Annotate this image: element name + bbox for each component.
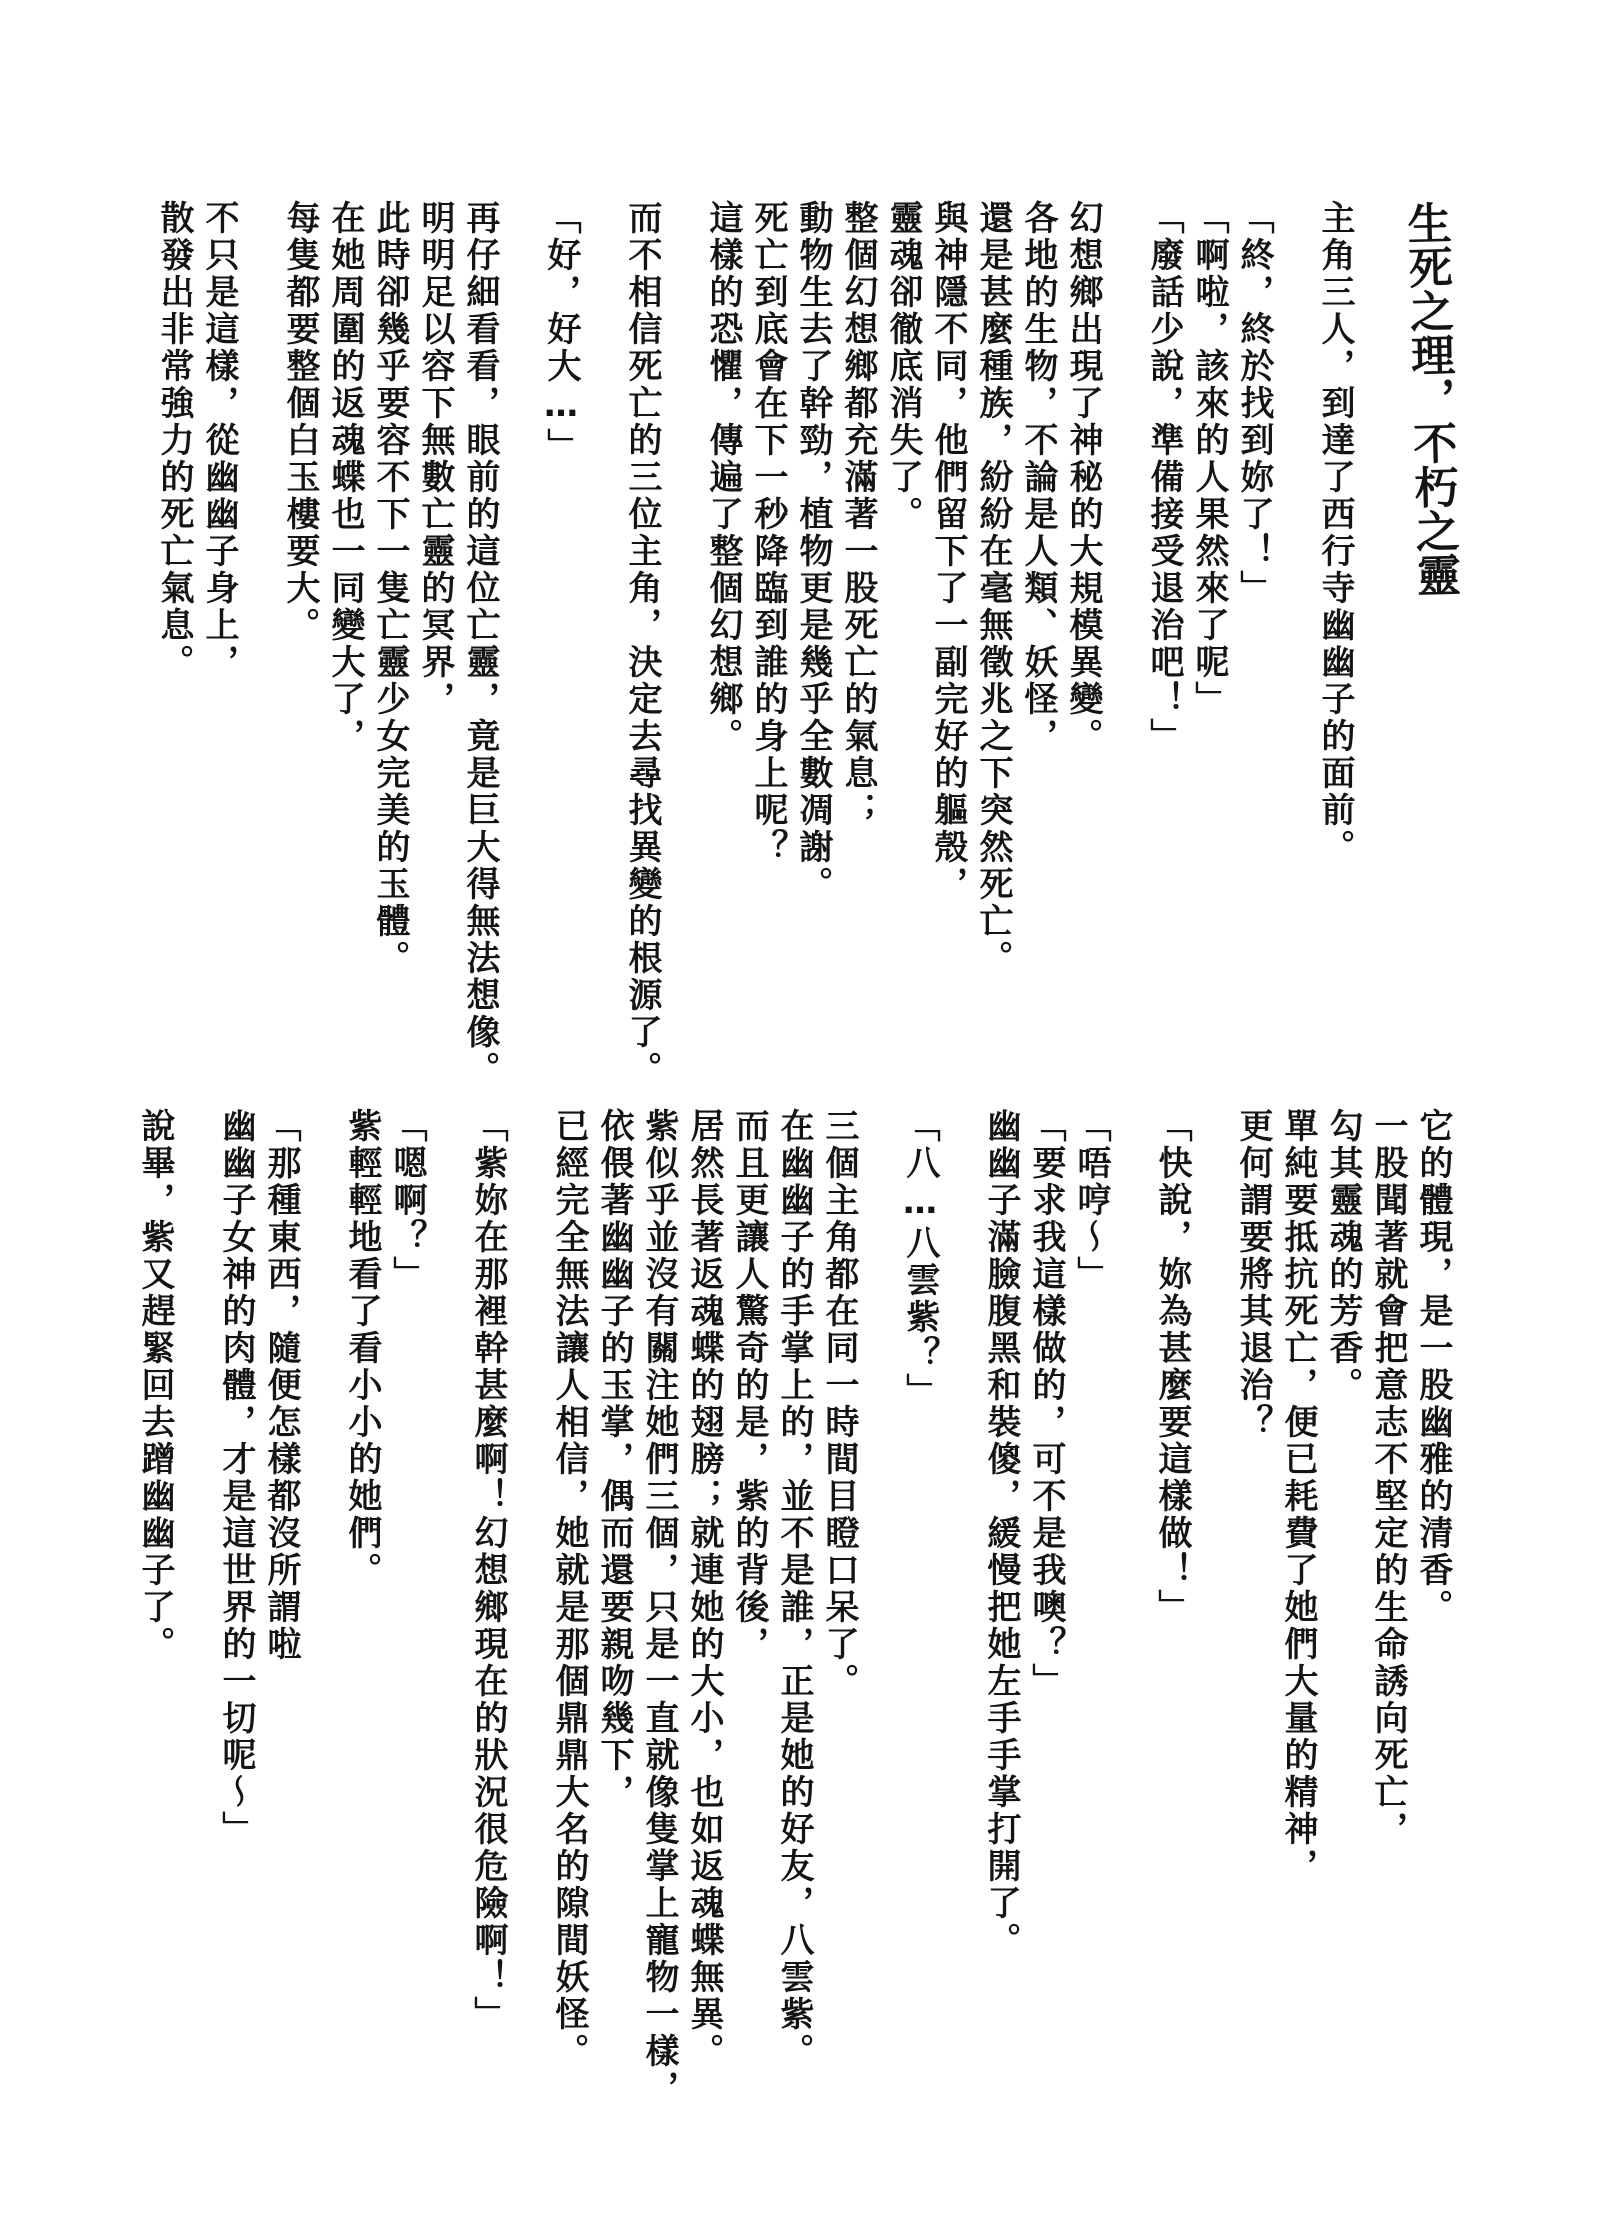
- body-paragraph: [132, 1108, 177, 2208]
- text-column-line: 「那種東西，隨便怎樣都沒所謂啦: [261, 1108, 301, 1663]
- text-column-line: 靈魂卻徹底消失了。: [883, 200, 923, 533]
- text-column-line: 在她周圍的返魂蝶也一同變大了，: [325, 200, 365, 755]
- dialogue-paragraph: [1141, 200, 1276, 1180]
- text-column-line: 再仔細看看，眼前的這位亡靈，竟是巨大得無法想像。: [460, 200, 500, 1088]
- dialogue-paragraph: [213, 1108, 303, 2208]
- bottom-text-section: [132, 1108, 1455, 2208]
- text-column-line: 還是甚麼種族，紛紛在毫無徵兆之下突然死亡。: [973, 200, 1013, 977]
- text-column-line: 死亡到底會在下一秒降臨到誰的身上呢？: [748, 200, 788, 866]
- body-paragraph: [151, 200, 241, 1180]
- text-column-line: 「快說，妳為甚麼要這樣做！」: [1152, 1108, 1192, 1626]
- text-column-line: 幻想鄉出現了神秘的大規模異變。: [1063, 200, 1103, 755]
- body-paragraph: [619, 200, 664, 1180]
- dialogue-paragraph: [897, 1108, 942, 2208]
- text-column-line: 「終，終於找到妳了！」: [1234, 200, 1274, 607]
- text-column-line: 紫似乎並沒有關注她們三個，只是一直就像隻掌上寵物一樣，: [639, 1108, 679, 2107]
- text-column-line: 不只是這樣，從幽幽子身上，: [199, 200, 239, 681]
- dialogue-paragraph: [465, 1108, 510, 2208]
- text-column-line: 「唔哼～」: [1071, 1108, 1111, 1293]
- text-column-line: 勾其靈魂的芳香。: [1323, 1108, 1363, 1404]
- body-paragraph: [277, 200, 502, 1180]
- text-column-line: 「嗯啊？」: [387, 1108, 427, 1293]
- text-column-line: 整個幻想鄉都充滿著一股死亡的氣息；: [838, 200, 878, 829]
- text-column-line: 而且更讓人驚奇的是，紫的背後，: [729, 1108, 769, 1663]
- text-column-line: 幽幽子女神的肉體，才是這世界的一切呢～」: [216, 1108, 256, 1848]
- text-column-line: 三個主角都在同一時間目瞪口呆了。: [819, 1108, 859, 1700]
- title-paragraph: [1393, 200, 1461, 1180]
- text-column-line: 明明足以容下無數亡靈的冥界，: [415, 200, 455, 718]
- text-column-line: 它的體現，是一股幽雅的清香。: [1413, 1108, 1453, 1626]
- text-column-line: 主角三人，到達了西行寺幽幽子的面前。: [1315, 200, 1355, 866]
- body-paragraph: [546, 1108, 861, 2208]
- text-column-line: 「好，好大…」: [541, 200, 581, 465]
- page-title: 生死之理，不朽之靈: [1399, 200, 1461, 598]
- text-column-line: 各地的生物，不論是人類、妖怪，: [1018, 200, 1058, 755]
- text-column-line: 說畢，紫又趕緊回去蹭幽幽子了。: [135, 1108, 175, 1663]
- text-column-line: 紫輕輕地看了看小小的她們。: [342, 1108, 382, 1589]
- body-paragraph: [1230, 1108, 1455, 2208]
- text-column-line: 此時卻幾乎要容不下一隻亡靈少女完美的玉體。: [370, 200, 410, 977]
- body-paragraph: [1312, 200, 1357, 1180]
- top-text-section: [151, 200, 1461, 1180]
- text-column-line: 這樣的恐懼，傳遍了整個幻想鄉。: [703, 200, 743, 755]
- text-column-line: 與神隱不同，他們留下了一副完好的軀殼，: [928, 200, 968, 903]
- text-column-line: 散發出非常強力的死亡氣息。: [154, 200, 194, 681]
- dialogue-paragraph: [538, 200, 583, 1180]
- text-column-line: 而不相信死亡的三位主角，決定去尋找異變的根源了。: [622, 200, 662, 1088]
- text-column-line: 一股聞著就會把意志不堅定的生命誘向死亡，: [1368, 1108, 1408, 1848]
- text-column-line: 動物生去了幹勁，植物更是幾乎全數凋謝。: [793, 200, 833, 903]
- text-column-line: 「紫妳在那裡幹甚麼啊！幻想鄉現在的狀況很危險啊！」: [468, 1108, 508, 2033]
- text-column-line: 「啊啦，該來的人果然來了呢」: [1189, 200, 1229, 718]
- text-column-line: 單純要抵抗死亡，便已耗費了她們大量的精神，: [1278, 1108, 1318, 1885]
- text-column-line: 更何謂要將其退治？: [1233, 1108, 1273, 1441]
- dialogue-paragraph: [1149, 1108, 1194, 2208]
- text-column-line: 在幽幽子的手掌上的，並不是誰，正是她的好友，八雲紫。: [774, 1108, 814, 2070]
- text-column-line: 已經完全無法讓人相信，她就是那個鼎鼎大名的隙間妖怪。: [549, 1108, 589, 2070]
- dialogue-paragraph: [978, 1108, 1113, 2208]
- text-column-line: 幽幽子滿臉腹黑和裝傻，緩慢把她左手手掌打開了。: [981, 1108, 1021, 1959]
- text-column-line: 「廢話少說，準備接受退治吧！」: [1144, 200, 1184, 755]
- text-column-line: 依偎著幽幽子的玉掌，偶而還要親吻幾下，: [594, 1108, 634, 1811]
- text-column-line: 「八…八雲紫？」: [900, 1108, 940, 1410]
- text-column-line: 每隻都要整個白玉樓要大。: [280, 200, 320, 644]
- body-paragraph: [700, 200, 1105, 1180]
- text-column-line: 居然長著返魂蝶的翅膀；就連她的大小，也如返魂蝶無異。: [684, 1108, 724, 2070]
- text-column-line: 「要求我這樣做的，可不是我噢？」: [1026, 1108, 1066, 1700]
- dialogue-paragraph: [339, 1108, 429, 2208]
